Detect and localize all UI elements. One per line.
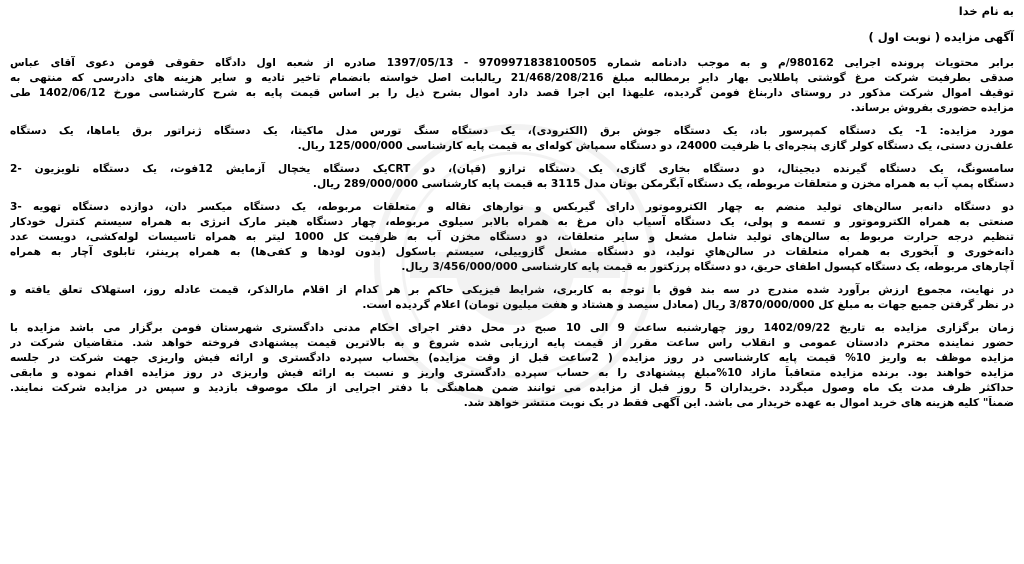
text-line: دستگاه پمپ آب به همراه مخزن و متعلقات مربوطه، یک دستگاه آبگرمکن بوتان مدل 3115 به قیمت پایه کارشناسی 289/000/000 ریال. [312, 178, 1014, 190]
notice-title: آگهی مزایده ( نوبت اول ) [868, 30, 1014, 44]
text-line: در نظر گرفتن جمیع جهات به مبلغ کل 3/870/000/000 ریال (معادل سیصد و هشتاد و هفت میلیون تومان) اعلام گردیده است. [362, 299, 1014, 311]
text-line: حداکثر ظرف مدت یک ماه وصول میگردد .خریداران 5 روز قبل از مزایده می توانند ضمن هماهنگی با دفتر اجرایی از ملک موصوف بازدید و سپس در مزایده شرکت نمایند. [10, 382, 1014, 394]
paragraph-item-1 [10, 124, 1014, 154]
paragraph-item-3 [10, 200, 1014, 275]
text-line: سامسونگ، یک دستگاه گیرنده دیجیتال، دو دستگاه بخاری گازی، یک دستگاه ترازو (قپان)، دو CRTیک دستگاه یخچال آزمایش 12فوت، یک دستگاه تلویزیون -2 [10, 163, 1014, 175]
text-line: زمان برگزاری مزایده به تاریخ 1402/09/22 روز چهارشنبه ساعت 9 الی 10 صبح در محل دفتر اجرای احکام مدنی دادگستری شهرستان فومن برگزار می باشد مزایده با [10, 322, 1014, 334]
text-line: ضمناً" کلیه هزینه های خرید اموال به عهده خریدار می باشد. این آگهی فقط در یک نوبت منتشر خواهد شد. [463, 397, 1014, 409]
text-line: حضور نماینده محترم دادستان عمومی و انقلاب راس ساعت مقرر از قیمت پایه ارزیابی شده شروع و به بالاترین قیمت پیشنهادی فروخته خواهد شد. متقاضیان شرکت در [10, 337, 1014, 349]
text-line: دانه‌خوری و آبخوری به همراه متعلقات در سالن‌هایِ تولید، دو دستگاه مشعل گازوییلی، سیستم باسکول (بدون لودها و کفی‌ها) به همراه پرینتر، تابلوی آچار به همراه [10, 246, 1014, 258]
text-line: توقیف اموال شرکت مذکور در روستای داربناغ فومن گردیده، علیهذا این اجرا قصد دارد اموال بشرح ذیل را بر اساس قیمت پایه به شرح کارشناسی مورخ 1402/06/12 طی [10, 87, 1014, 99]
text-line: علف‌زن دستی، یک دستگاه کولر گازی پنجره‌ای با ظرفیت 24000، دو دستگاه سمپاش کوله‌ای به قیمت پایه کارشناسی 125/000/000 ریال. [297, 140, 1014, 152]
paragraph-item-2 [10, 162, 1014, 192]
text-line: تنظیم درجه حرارت مربوط به سالن‌های تولید شامل مشعل و سایر متعلقات، دو دستگاه مخزن آب به ظرفیت کل 1000 لیتر به همراه تاسیسات لوله‌کشی، دویست عدد [10, 231, 1014, 243]
text-line: صنعتی به همراه الکتروموتور و تسمه و پولی، یک دستگاه آسیاب دان مرغ به همراه بالابر سیلوی مربوطه، چهار دستگاه هیتر مارک انرژی به همراه سیستم کنترل خودکار [10, 216, 1014, 228]
bismillah-heading: به نام خدا [958, 4, 1014, 18]
text-line: مزایده موظف به واریز 10% قیمت پایه کارشناسی در روز مزایده ( 2ساعت قبل از وقت مزایده) بحساب سپرده دادگستری و ارائه فیش واریزی جهت شرکت در جلسه [10, 352, 1014, 364]
paragraph-auction-terms [10, 321, 1014, 411]
paragraph-total-value [10, 283, 1014, 313]
text-line: برابر محتویات پرونده اجرایی 980162/م و به موجب دادنامه شماره 9709971838100505 - 1397/05/13 صادره از شعبه اول دادگاه حقوقی فومن دعوی آقای عباس [10, 57, 1014, 69]
text-line: صدقی بطرفیت شرکت مرغ گوشتی پاطلایی بهار دایر برمطالبه مبلغ 21/468/208/216 ریالبابت اصل خواسته بانضمام تاخیر تادیه و سایر هزینه های دادرسی که منتهی به [10, 72, 1014, 84]
paragraph-case-intro [10, 56, 1014, 116]
text-line: آچارهای مربوطه، یک دستگاه کپسول اطفای حریق، دو دستگاه پرزکتور به قیمت پایه کارشناسی 3/456/000/000 ریال. [401, 261, 1014, 273]
text-line: مورد مزایده: 1- یک دستگاه کمپرسور باد، یک دستگاه جوش برق (الکترودی)، یک دستگاه سنگ تورس مدل ماکیتا، یک دستگاه ژنراتور برق یاماها، یک دستگاه [10, 125, 1014, 137]
text-line: مزایده خواهند بود. برنده مزایده متعاقباً مازاد 10%مبلغ پیشنهادی را به حساب سپرده دادگستری واریز و نسبت به ارائه فیش واریزی در روز مزایده اقدام نموده و مابقی [10, 367, 1014, 379]
text-line: دو دستگاه دانه‌بر سالن‌های تولید منضم به چهار الکتروموتور دارای گیربکس و نوارهای نقاله و متعلقات مربوطه، یک دستگاه میکسر دان، دوازده دستگاه تهویه -3 [10, 201, 1014, 213]
text-line: مزایده حضوری بفروش برساند. [850, 102, 1014, 114]
text-line: در نهایت، مجموع ارزش برآورد شده مندرج در سه بند فوق با توجه به کاربری، شرایط فیزیکی حاکم بر هر کدام از اقلام مارالذکر، قیمت عادله روز، استهلاک تعلق یافته و [10, 284, 1014, 296]
